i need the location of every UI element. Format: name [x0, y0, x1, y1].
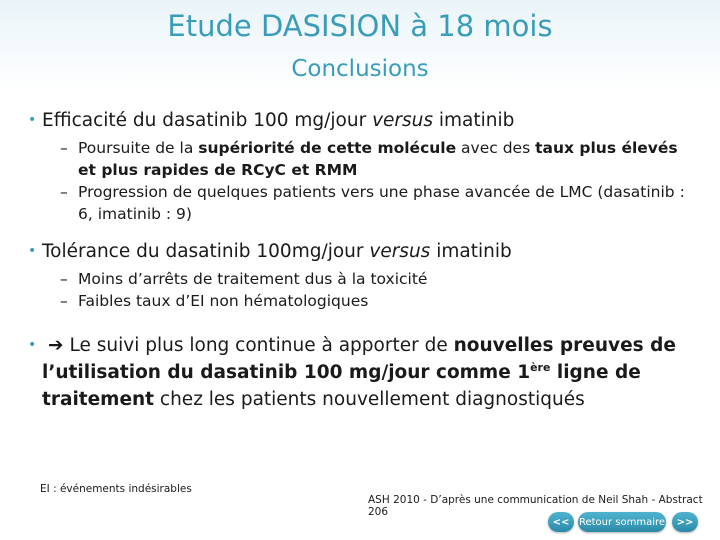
- sub-text: avec des: [456, 139, 536, 157]
- bullet-text: imatinib: [430, 241, 512, 262]
- sub-text-bold: supériorité de cette molécule: [198, 139, 457, 157]
- bullet-text-italic: versus: [372, 110, 434, 131]
- sub-bullet-discontinuation: [28, 268, 688, 290]
- bullet-dot-icon: •: [28, 243, 37, 259]
- bullet-text: chez les patients nouvellement diagnostiqués: [154, 389, 585, 410]
- bullet-text: Tolérance du dasatinib 100mg/jour: [42, 241, 370, 262]
- sub-bullet-superiority: [28, 137, 688, 181]
- bullet-efficacy: [28, 108, 688, 133]
- bullet-text-bold: nouvelles preuves de l’utilisation du dasatinib 100 mg/jour comme 1: [42, 335, 676, 383]
- sub-text-bold: taux plus élevés et plus rapides de RCyC et RMM: [78, 139, 678, 179]
- next-button[interactable]: >>: [672, 512, 698, 532]
- sub-bullet-progression: [28, 181, 688, 225]
- bullet-tolerance: [28, 239, 688, 264]
- bullet-text-italic: versus: [369, 241, 431, 262]
- slide-subtitle: Conclusions: [291, 56, 429, 82]
- summary-button[interactable]: Retour sommaire: [578, 512, 666, 532]
- dash-icon: –: [60, 270, 68, 288]
- right-arrow-icon: ➔: [48, 335, 64, 356]
- slide-title: Etude DASISION à 18 mois: [167, 9, 553, 43]
- sub-text: Moins d’arrêts de traitement dus à la toxicité: [78, 270, 428, 288]
- footnote: EI : événements indésirables: [40, 483, 192, 495]
- bullet-conclusion: [28, 332, 688, 413]
- sub-text: Poursuite de la: [78, 139, 199, 157]
- bullet-text: Efficacité du dasatinib 100 mg/jour: [42, 110, 373, 131]
- superscript: ère: [530, 361, 551, 374]
- source-citation: ASH 2010 - D’après une communication de Neil Shah - Abstract 206: [368, 494, 703, 518]
- bullet-text: imatinib: [433, 110, 515, 131]
- sub-text: Progression de quelques patients vers une phase avancée de LMC (dasatinib : 6, imatinib : 9): [78, 183, 685, 223]
- sub-text: Faibles taux d’EI non hématologiques: [78, 292, 369, 310]
- bullet-dot-icon: •: [28, 112, 37, 128]
- bullet-text-bold: ligne de traitement: [42, 362, 641, 410]
- dash-icon: –: [60, 292, 68, 310]
- dash-icon: –: [60, 183, 68, 201]
- slide-content: [28, 108, 688, 413]
- previous-button[interactable]: <<: [548, 512, 574, 532]
- sub-bullet-adverse-events: [28, 290, 688, 312]
- bullet-dot-icon: •: [28, 337, 37, 353]
- bullet-text: Le suivi plus long continue à apporter de: [69, 335, 454, 356]
- dash-icon: –: [60, 139, 68, 157]
